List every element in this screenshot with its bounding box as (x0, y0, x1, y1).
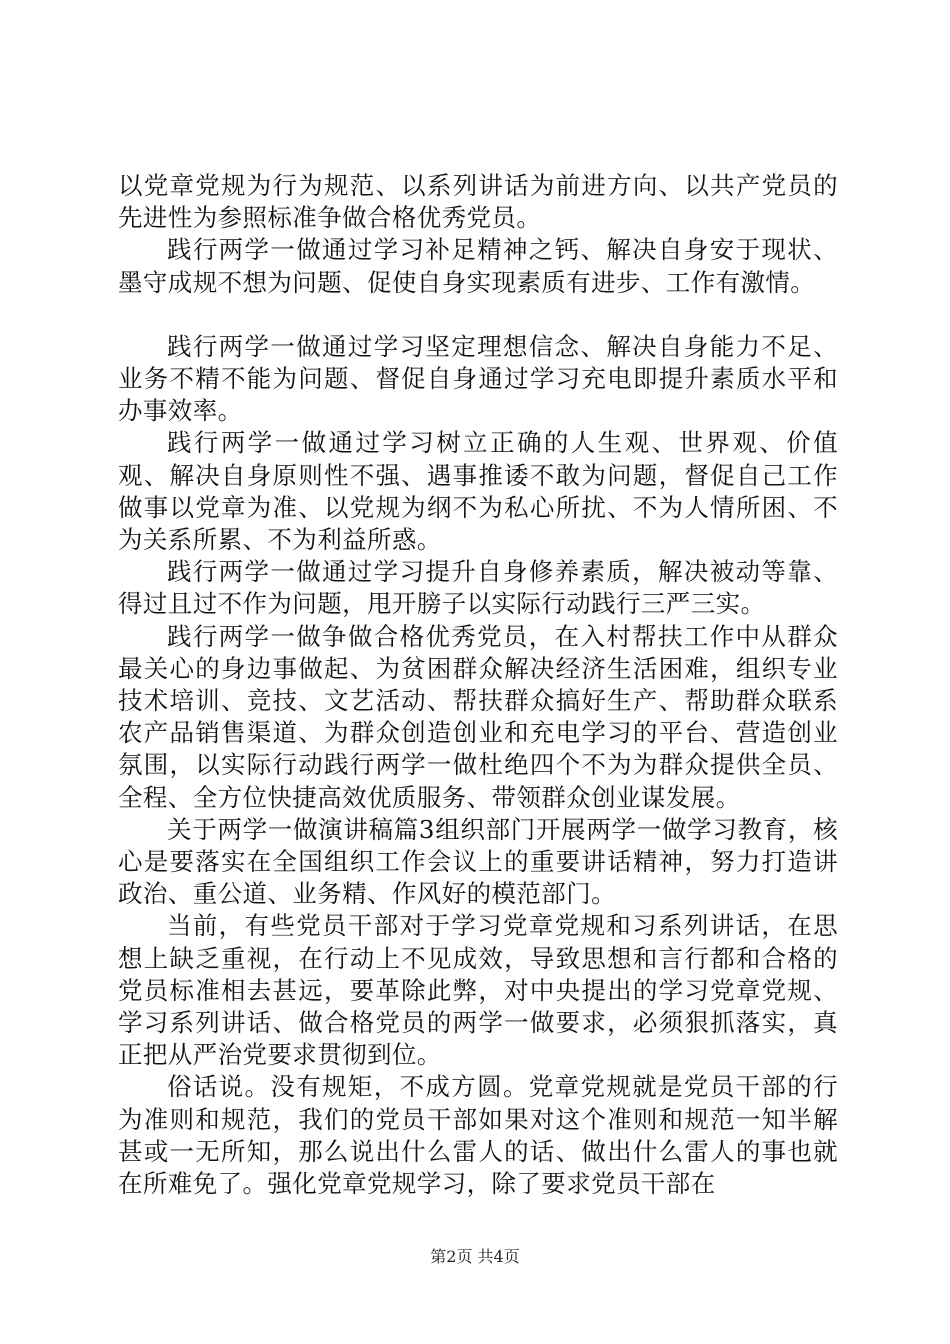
paragraph-4: 践行两学一做通过学习树立正确的人生观、世界观、价值观、解决自身原则性不强、遇事推诿不敢为问题，督促自己工作做事以党章为准、以党规为纲不为私心所扰、不为人情所困、不为关系所累、不为利益所惑。 (118, 428, 838, 555)
paragraph-1: 以党章党规为行为规范、以系列讲话为前进方向、以共产党员的先进性为参照标准争做合格优秀党员。 (118, 171, 838, 233)
document-body (118, 170, 838, 1200)
paragraph-5: 践行两学一做通过学习提升自身修养素质，解决被动等靠、得过且过不作为问题，甩开膀子以实际行动践行三严三实。 (118, 557, 838, 619)
page-footer: 第2页 共4页 (430, 1247, 520, 1266)
paragraph-9: 俗话说。没有规矩，不成方圆。党章党规就是党员干部的行为准则和规范，我们的党员干部如果对这个准则和规范一知半解甚或一无所知，那么说出什么雷人的话、做出什么雷人的事也就在所难免了。强化党章党规学习，除了要求党员干部在 (118, 1072, 838, 1199)
paragraph-7: 关于两学一做演讲稿篇3组织部门开展两学一做学习教育，核心是要落实在全国组织工作会议上的重要讲话精神，努力打造讲政治、重公道、业务精、作风好的模范部门。 (118, 814, 838, 909)
paragraph-6: 践行两学一做争做合格优秀党员，在入村帮扶工作中从群众最关心的身边事做起、为贫困群众解决经济生活困难，组织专业技术培训、竞技、文艺活动、帮扶群众搞好生产、帮助群众联系农产品销售渠道、为群众创造创业和充电学习的平台、营造创业氛围，以实际行动践行两学一做杜绝四个不为为群众提供全员、全程、全方位快捷高效优质服务、带领群众创业谋发展。 (118, 621, 838, 812)
paragraph-8: 当前，有些党员干部对于学习党章党规和习系列讲话，在思想上缺乏重视，在行动上不见成效，导致思想和言行都和合格的党员标准相去甚远，要革除此弊，对中央提出的学习党章党规、学习系列讲话、做合格党员的两学一做要求，必须狠抓落实，真正把从严治党要求贯彻到位。 (118, 911, 838, 1070)
paragraph-2: 践行两学一做通过学习补足精神之钙、解决自身安于现状、墨守成规不想为问题、促使自身实现素质有进步、工作有激情。 (118, 235, 838, 297)
paragraph-gap (118, 299, 838, 331)
paragraph-3: 践行两学一做通过学习坚定理想信念、解决自身能力不足、业务不精不能为问题、督促自身通过学习充电即提升素质水平和办事效率。 (118, 331, 838, 426)
